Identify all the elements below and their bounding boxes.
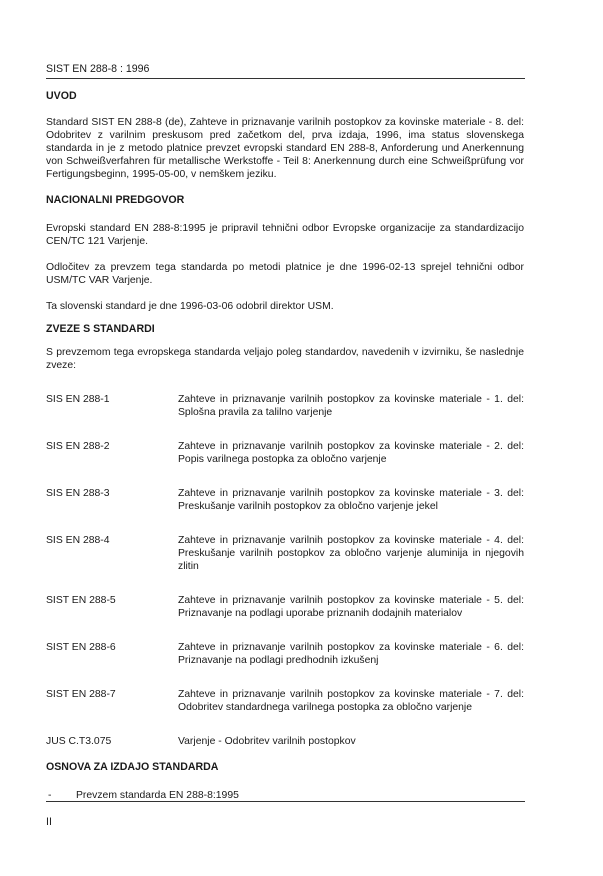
standard-row	[46, 688, 524, 714]
standard-code: SIS EN 288-2	[46, 441, 110, 452]
standard-code: SIS EN 288-1	[46, 394, 110, 405]
standard-row	[46, 735, 524, 748]
predgovor-paragraph-2: Odločitev za prevzem tega standarda po metodi platnice je dne 1996-02-13 sprejel tehnični odbor USM/TC VAR Varjenje.	[46, 262, 524, 286]
footer-rule	[46, 801, 525, 802]
standard-row	[46, 440, 524, 466]
standard-description: Zahteve in priznavanje varilnih postopkov za kovinske materiale - 2. del: Popis varilnega postopka za obločno varjenje	[178, 441, 524, 465]
standard-description: Zahteve in priznavanje varilnih postopkov za kovinske materiale - 6. del: Priznavanje na podlagi predhodnih izkušenj	[178, 642, 524, 666]
standard-description: Zahteve in priznavanje varilnih postopkov za kovinske materiale - 5. del: Priznavanje na podlagi uporabe priznanih dodajnih materialov	[178, 595, 524, 619]
standard-row	[46, 641, 524, 667]
standard-code: SIS EN 288-4	[46, 535, 110, 546]
standard-code: SIST EN 288-7	[46, 689, 116, 700]
zveze-heading: ZVEZE S STANDARDI	[46, 323, 155, 335]
document-body	[46, 90, 524, 802]
page-number: II	[46, 816, 52, 828]
zveze-intro: S prevzemom tega evropskega standarda veljajo poleg standardov, navedenih v izvirniku, še naslednje zveze:	[46, 347, 524, 371]
standard-description: Zahteve in priznavanje varilnih postopkov za kovinske materiale - 4. del: Preskušanje varilnih postopkov za obločno varjenje aluminija in njegovih zlitin	[178, 535, 524, 572]
standard-description: Varjenje - Odobritev varilnih postopkov	[178, 736, 356, 747]
uvod-heading: UVOD	[46, 90, 77, 102]
predgovor-paragraph-1: Evropski standard EN 288-8:1995 je pripravil tehnični odbor Evropske organizacije za standardizacijo CEN/TC 121 Varjenje.	[46, 223, 524, 247]
uvod-paragraph: Standard SIST EN 288-8 (de), Zahteve in priznavanje varilnih postopkov za kovinske materiale - 8. del: Odobritev z varilnim preskusom pred začetkom del, prva izdaja, 1996, ima status slovenskega standarda in je z metodo platnice prevzet evropski standard EN 288-8, Anforderung und Anerkennung von Schweißverfahren für metallische Werkstoffe - Teil 8: Anerkennung durch eine Schweißprüfung vor Fertigungsbeginn, 1995-05-00, v nemškem jeziku.	[46, 117, 524, 180]
standard-code: JUS C.T3.075	[46, 736, 112, 747]
standard-code: SIST EN 288-6	[46, 642, 116, 653]
standard-row	[46, 487, 524, 513]
standard-row	[46, 534, 524, 573]
predgovor-paragraph-3: Ta slovenski standard je dne 1996-03-06 odobril direktor USM.	[46, 301, 334, 312]
header-rule	[46, 78, 525, 79]
standard-row	[46, 393, 524, 419]
standard-description: Zahteve in priznavanje varilnih postopkov za kovinske materiale - 1. del: Splošna pravila za talilno varjenje	[178, 394, 524, 418]
predgovor-heading: NACIONALNI PREDGOVOR	[46, 194, 185, 206]
standard-code: SIST EN 288-5	[46, 595, 116, 606]
page-header: SIST EN 288-8 : 1996	[46, 63, 150, 75]
standard-row	[46, 594, 524, 620]
osnova-item-text: Prevzem standarda EN 288-8:1995	[76, 790, 239, 801]
standard-code: SIS EN 288-3	[46, 488, 110, 499]
osnova-heading: OSNOVA ZA IZDAJO STANDARDA	[46, 761, 219, 773]
bullet-dash: -	[48, 790, 52, 801]
standard-description: Zahteve in priznavanje varilnih postopkov za kovinske materiale - 7. del: Odobritev standardnega varilnega postopka za obločno varjenje	[178, 689, 524, 713]
standard-description: Zahteve in priznavanje varilnih postopkov za kovinske materiale - 3. del: Preskušanje varilnih postopkov za obločno varjenje jekel	[178, 488, 524, 512]
